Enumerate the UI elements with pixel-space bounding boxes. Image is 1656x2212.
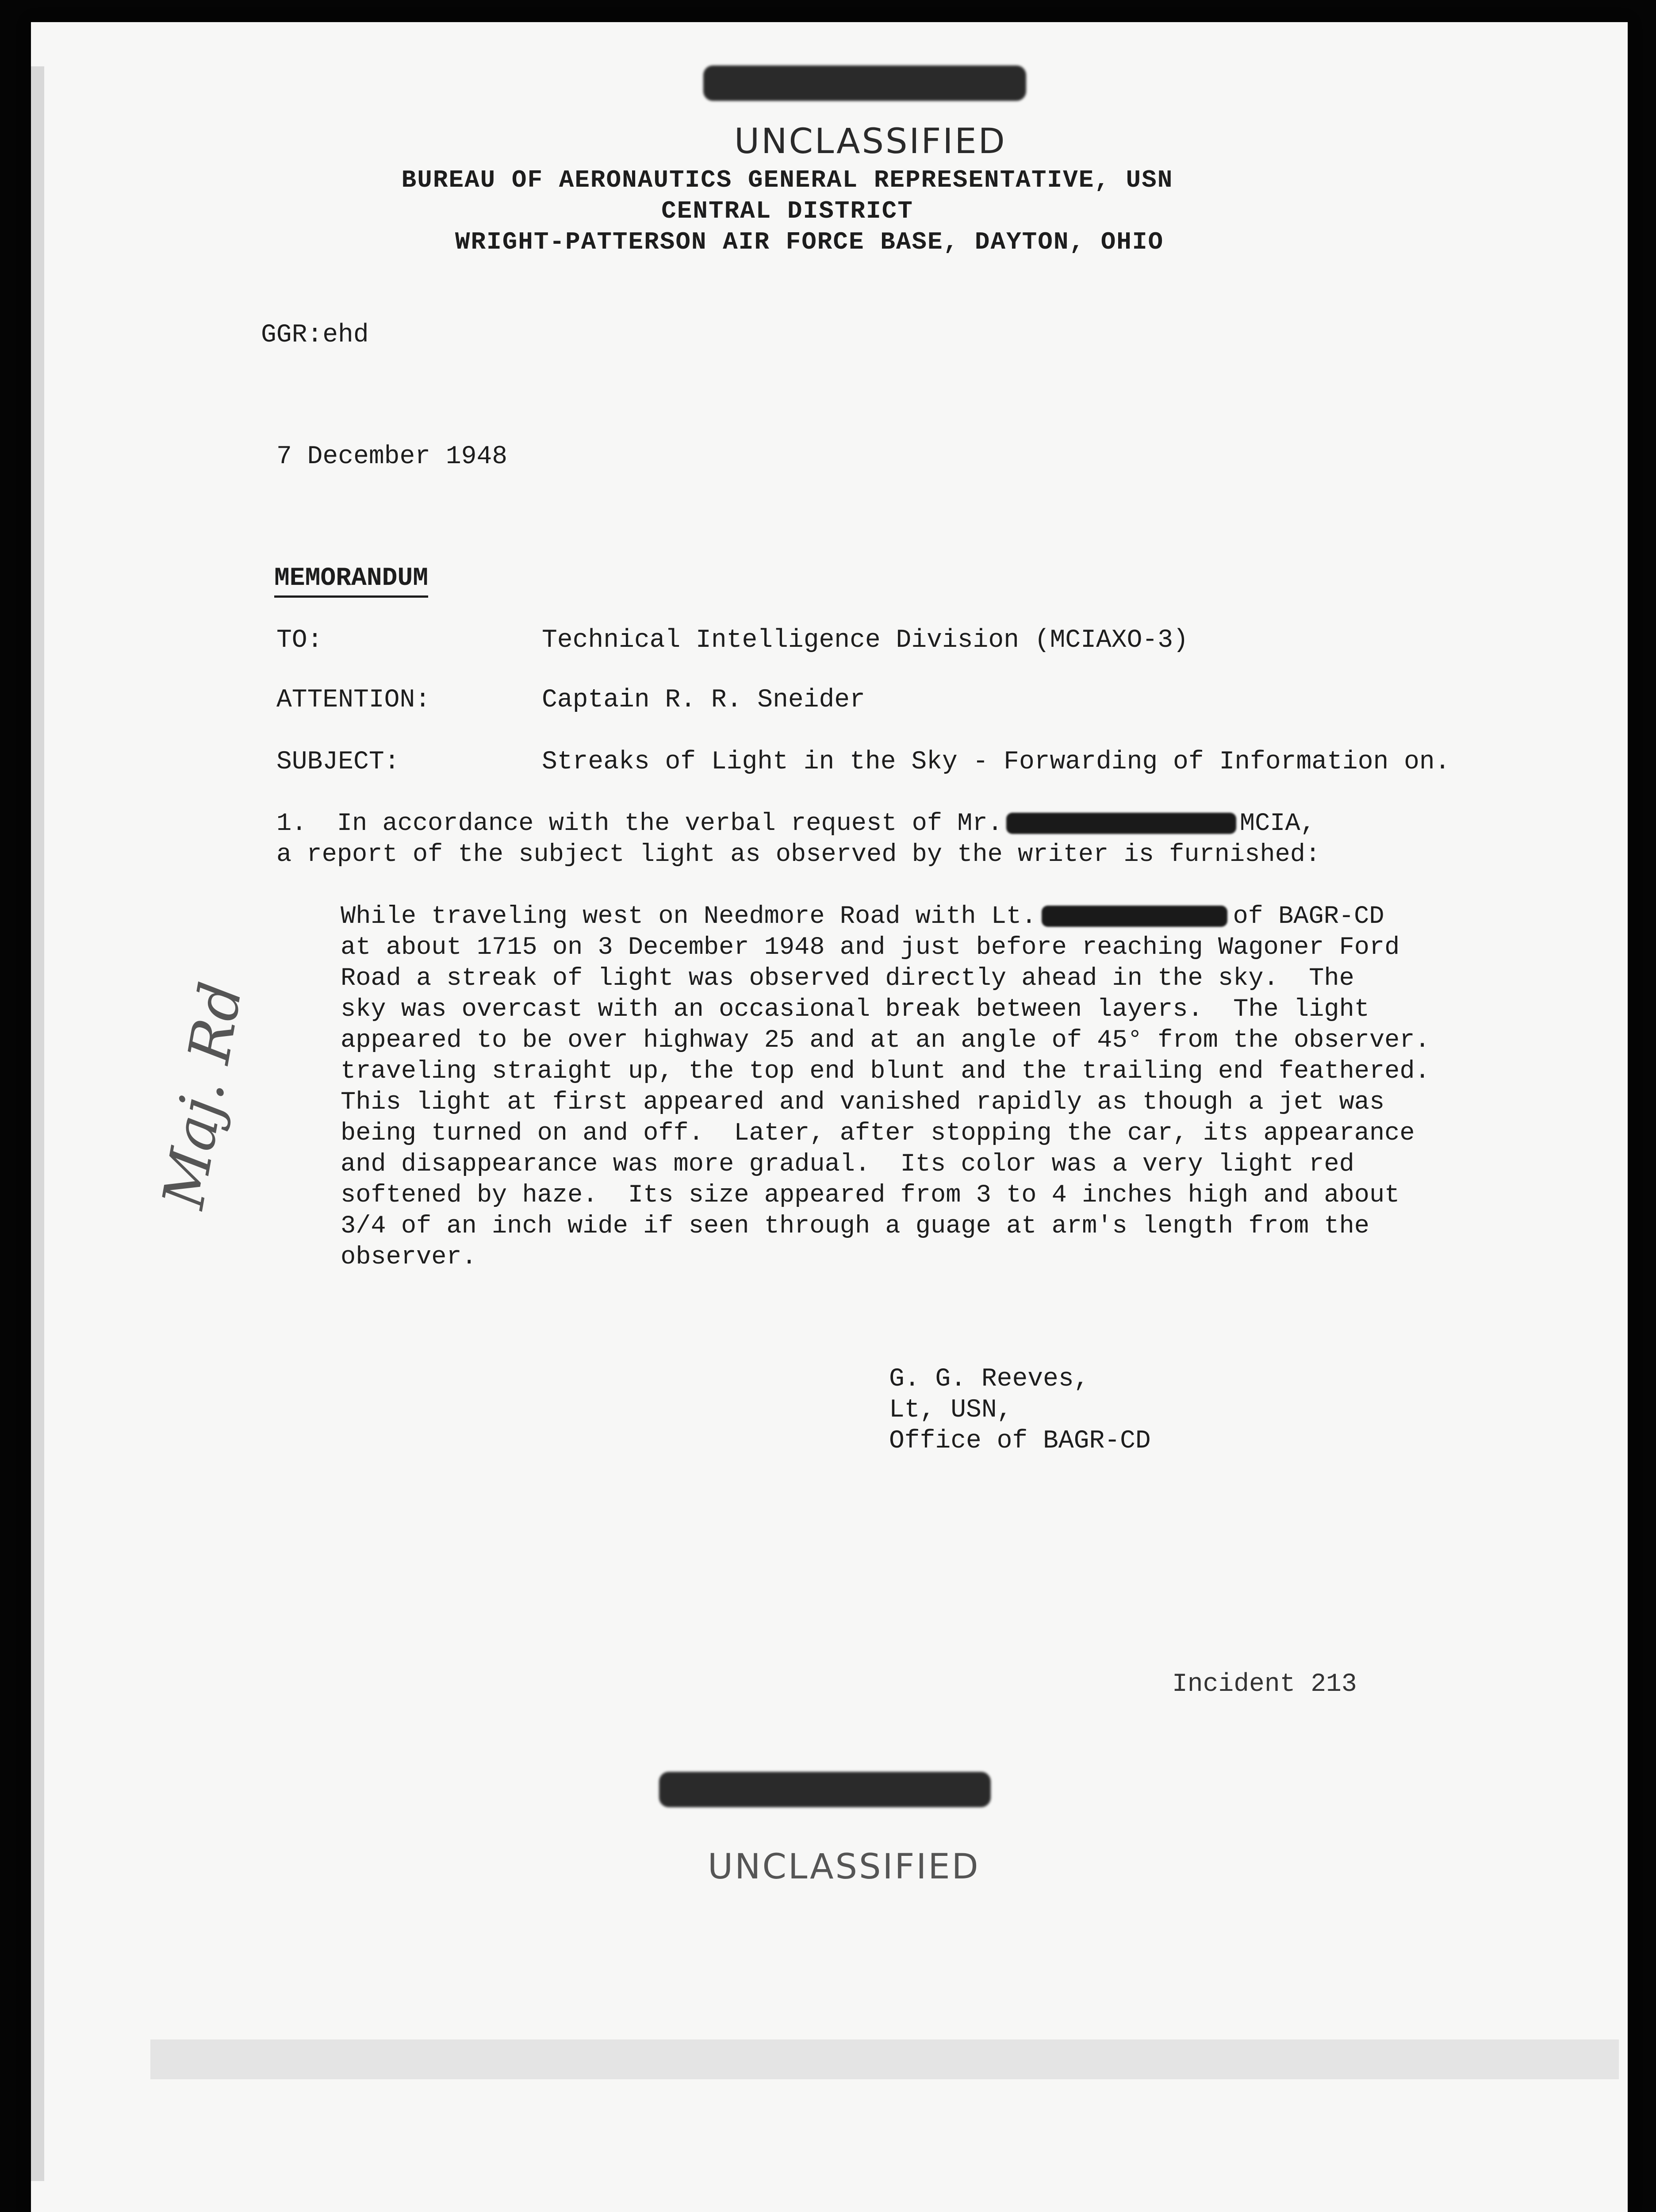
bottom-classification-stamp: UNCLASSIFIED [708,1847,980,1887]
bottom-redaction-bar [659,1772,991,1807]
para2-line: traveling straight up, the top end blunt and the trailing end feathered. [341,1057,1430,1086]
page-edge-shadow [31,66,44,2181]
reference-code: GGR:ehd [261,321,369,349]
letterhead-line-2: CENTRAL DISTRICT [661,197,913,225]
attention-label: ATTENTION: [276,686,431,714]
letterhead-line-3: WRIGHT-PATTERSON AIR FORCE BASE, DAYTON, OHIO [455,228,1164,256]
para1-line-2: a report of the subject light as observed by the writer is furnished: [276,841,1321,869]
signature-office: Office of BAGR-CD [889,1427,1151,1455]
subject-label: SUBJECT: [276,748,400,776]
to-value: Technical Intelligence Division (MCIAXO-3) [542,626,1188,655]
page-bottom-shadow [150,2039,1619,2079]
para2-line: appeared to be over highway 25 and at an angle of 45° from the observer. [341,1026,1430,1055]
memo-heading: MEMORANDUM [274,564,428,598]
handwritten-margin-note: Maj. Rd [149,977,255,1214]
subject-value: Streaks of Light in the Sky - Forwarding of Information on. [542,748,1450,776]
para2-line: and disappearance was more gradual. Its color was a very light red [341,1150,1354,1179]
incident-number: Incident 213 [1172,1670,1357,1699]
top-classification-stamp: UNCLASSIFIED [734,122,1007,161]
para2-line-1 [341,902,1384,931]
signature-rank: Lt, USN, [889,1396,1012,1425]
para2-line: 3/4 of an inch wide if seen through a guage at arm's length from the [341,1212,1369,1240]
para2-line: observer. [341,1243,477,1271]
memo-date: 7 December 1948 [276,442,508,471]
para2-line: at about 1715 on 3 December 1948 and just before reaching Wagoner Ford [341,933,1400,962]
para2-line: This light at first appeared and vanished rapidly as though a jet was [341,1088,1385,1117]
to-label: TO: [276,626,323,655]
para2-line: sky was overcast with an occasional break between layers. The light [341,995,1369,1024]
para2-line: softened by haze. Its size appeared from 3 to 4 inches high and about [341,1181,1400,1210]
para1-line-1-text: 1. In accordance with the verbal request of Mr. [276,810,1003,838]
para2-line: being turned on and off. Later, after stopping the car, its appearance [341,1119,1415,1148]
letterhead-line-1: BUREAU OF AERONAUTICS GENERAL REPRESENTATIVE, USN [401,166,1173,194]
redacted-name [1006,813,1236,834]
para1-line-1-suffix: MCIA, [1239,810,1315,838]
para2-line: Road a streak of light was observed directly ahead in the sky. The [341,964,1354,993]
redacted-name [1042,906,1227,927]
attention-value: Captain R. R. Sneider [542,686,865,714]
para2-line-1-suffix: of BAGR-CD [1233,902,1384,931]
top-redaction-bar [703,65,1026,101]
para1-line-1 [276,810,1315,838]
para2-line-1-text: While traveling west on Needmore Road with Lt. [341,902,1037,931]
signature-name: G. G. Reeves, [889,1365,1089,1394]
